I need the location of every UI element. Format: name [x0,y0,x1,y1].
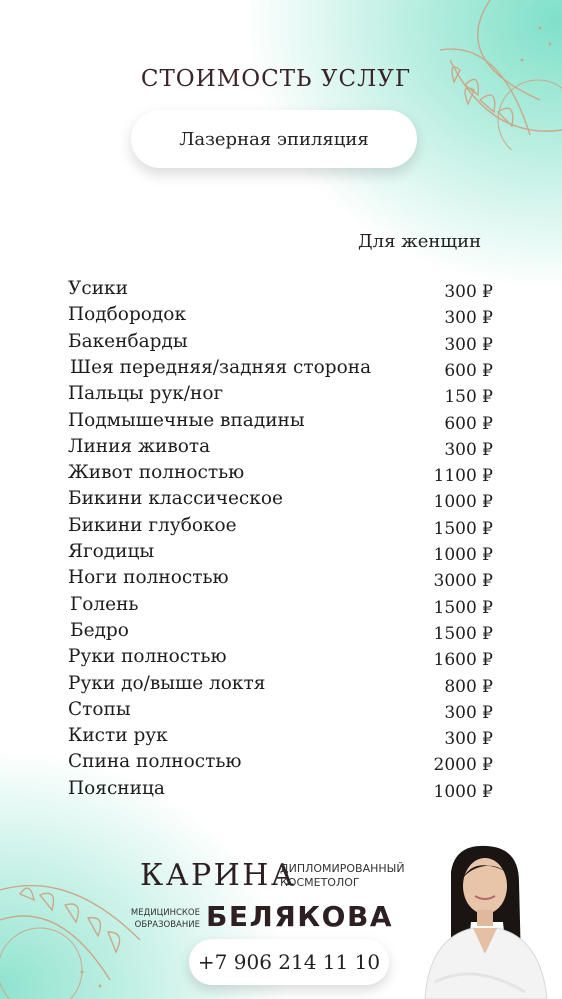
list-item [0,331,562,357]
service-name: Шея передняя/задняя сторона [70,356,372,378]
service-price: 300 ₽ [444,729,493,750]
service-price: 1600 ₽ [433,650,493,671]
list-item [0,778,562,804]
service-name: Бикини классическое [68,488,283,510]
list-item [0,515,562,541]
service-price: 3000 ₽ [433,571,493,592]
service-name: Ягодицы [68,541,155,562]
first-name: КАРИНА [140,858,297,893]
list-item [0,751,562,777]
service-price: 300 ₽ [444,308,493,329]
service-price: 1000 ₽ [433,781,493,802]
list-item [0,357,562,383]
service-price: 2000 ₽ [433,755,493,776]
education-label [124,907,200,931]
list-item [0,673,562,699]
category-label: Лазерная эпиляция [179,128,369,150]
service-price: 1100 ₽ [433,466,493,487]
service-name: Бакенбарды [68,330,188,352]
service-name: Ноги полностью [68,567,229,589]
service-price: 600 ₽ [444,413,493,434]
phone-number: +7 906 214 11 10 [197,950,381,974]
service-price: 300 ₽ [444,702,493,723]
service-name: Подбородок [68,304,187,326]
service-name: Спина полностью [68,751,242,773]
education-line-2: ОБРАЗОВАНИЕ [134,920,200,930]
list-item [0,383,562,409]
service-price: 150 ₽ [444,387,493,408]
service-price: 300 ₽ [444,439,493,460]
service-name: Голень [70,593,139,615]
phone-pill[interactable] [189,939,389,985]
service-price: 600 ₽ [444,360,493,381]
list-item [0,410,562,436]
certificate-line-2: КОСМЕТОЛОГ [280,876,360,889]
list-item [0,594,562,620]
list-item [0,699,562,725]
list-item [0,725,562,751]
service-name: Усики [68,278,128,299]
certificate-line-1: ДИПЛОМИРОВАННЫЙ [280,862,405,875]
service-name: Бедро [70,619,129,641]
list-item [0,620,562,646]
service-name: Кисти рук [68,725,168,747]
education-line-1: МЕДИЦИНСКОЕ [130,908,200,918]
service-name: Живот полностью [68,462,245,484]
service-price: 800 ₽ [444,676,493,697]
surname: БЕЛЯКОВА [206,900,393,933]
list-item [0,436,562,462]
list-item [0,488,562,514]
service-name: Пальцы рук/ног [68,383,224,405]
service-name: Поясница [68,777,165,799]
list-item [0,646,562,672]
list-item [0,567,562,593]
portrait-photo [415,842,555,999]
list-item [0,278,562,304]
list-item [0,304,562,330]
audience-subheading: Для женщин [358,231,482,252]
service-price: 1000 ₽ [433,545,493,565]
service-price: 1500 ₽ [433,518,493,539]
service-name: Бикини глубокое [68,514,237,536]
service-price: 1500 ₽ [433,597,493,618]
service-name: Подмышечные впадины [68,409,305,431]
service-name: Руки до/выше локтя [68,672,266,694]
service-price: 1500 ₽ [433,623,493,644]
list-item [0,462,562,488]
list-item [0,541,562,567]
service-name: Стопы [68,698,131,720]
page-title: СТОИМОСТЬ УСЛУГ [140,66,412,92]
service-price: 300 ₽ [444,334,493,355]
service-price: 1000 ₽ [433,492,493,513]
service-price: 300 ₽ [444,282,493,302]
service-name: Линия живота [68,435,211,457]
category-pill [131,110,417,168]
certificate-label [280,862,405,890]
service-name: Руки полностью [68,646,227,668]
